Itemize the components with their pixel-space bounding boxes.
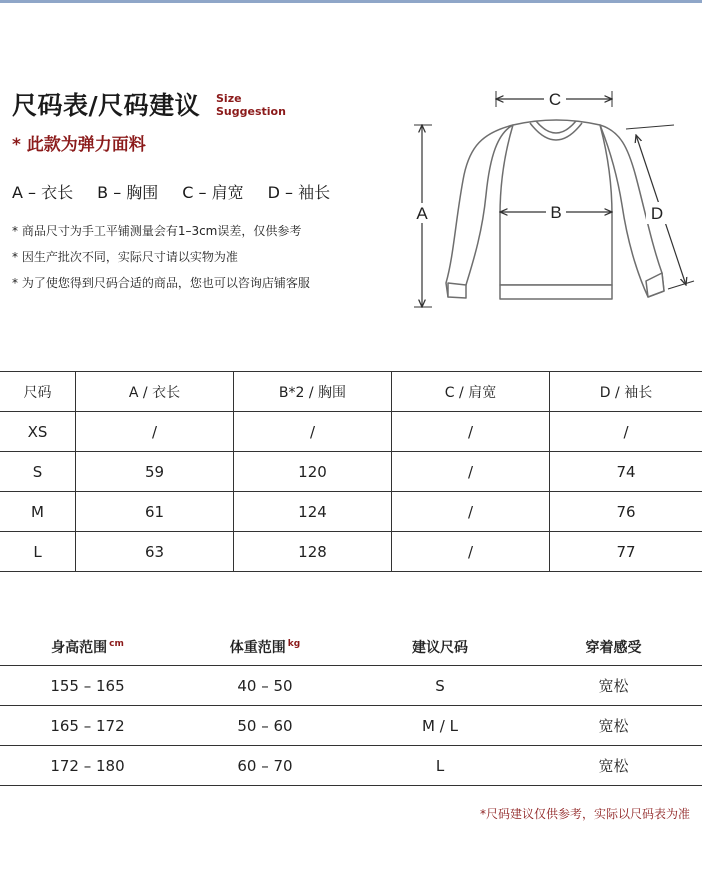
header-fit-feel: 穿着感受: [525, 628, 702, 666]
note-item: * 因生产批次不同，实际尺寸请以实物为准: [12, 250, 238, 264]
table-cell: 120: [234, 452, 392, 492]
page-title-en: [216, 92, 286, 118]
table-cell: 63: [76, 532, 234, 572]
table-row: [0, 492, 702, 532]
legend-item-c: C – 肩宽: [182, 183, 244, 202]
table-cell: /: [550, 412, 702, 452]
table-cell: 128: [234, 532, 392, 572]
unit-cm: cm: [109, 638, 124, 649]
disclaimer-note: *尺码建议仅供参考，实际以尺码表为准: [479, 807, 690, 821]
table-header-row: [0, 372, 702, 412]
table-cell: /: [392, 452, 550, 492]
table-cell: 172 – 180: [0, 746, 175, 786]
table-cell: M: [0, 492, 76, 532]
header-height-label: 身高范围: [51, 639, 108, 656]
table-header-row: [0, 628, 702, 666]
header-weight-label: 体重范围: [229, 639, 286, 656]
header-chest: B*2 / 胸围: [234, 372, 392, 412]
table-row: [0, 532, 702, 572]
table-cell: 61: [76, 492, 234, 532]
table-cell: S: [0, 452, 76, 492]
table-cell: 155 – 165: [0, 666, 175, 706]
page-title: 尺码表/尺码建议: [12, 91, 201, 120]
table-cell: 76: [550, 492, 702, 532]
table-cell: /: [392, 532, 550, 572]
legend-item-a: A – 衣长: [12, 183, 74, 202]
table-row: [0, 706, 702, 746]
table-cell: M / L: [355, 706, 525, 746]
fabric-note: * 此款为弹力面料: [12, 135, 146, 155]
top-divider: [0, 0, 702, 3]
table-row: [0, 412, 702, 452]
table-row: [0, 452, 702, 492]
label-b: B: [550, 203, 562, 222]
header-shoulder: C / 肩宽: [392, 372, 550, 412]
label-d: D: [650, 204, 664, 223]
unit-kg: kg: [287, 638, 301, 649]
table-cell: /: [234, 412, 392, 452]
table-cell: L: [0, 532, 76, 572]
table-row: [0, 746, 702, 786]
table-cell: L: [355, 746, 525, 786]
table-cell: 77: [550, 532, 702, 572]
table-cell: /: [392, 412, 550, 452]
header-height-range: [0, 628, 175, 666]
table-cell: 50 – 60: [175, 706, 355, 746]
legend-item-b: B – 胸围: [97, 183, 159, 202]
size-recommendation-table: [0, 628, 702, 786]
header-size: 尺码: [0, 372, 76, 412]
table-cell: 124: [234, 492, 392, 532]
table-cell: 165 – 172: [0, 706, 175, 746]
title-en-line1: Size: [216, 92, 242, 105]
title-en-line2: Suggestion: [216, 105, 286, 118]
note-item: * 为了使您得到尺码合适的商品，您也可以咨询店铺客服: [12, 276, 310, 290]
header-length: A / 衣长: [76, 372, 234, 412]
table-cell: 59: [76, 452, 234, 492]
header-weight-range: [175, 628, 355, 666]
table-cell: XS: [0, 412, 76, 452]
sweater-diagram: [408, 85, 698, 320]
header-sleeve: D / 袖长: [550, 372, 702, 412]
label-c: C: [548, 90, 562, 109]
table-cell: /: [76, 412, 234, 452]
label-a: A: [416, 204, 428, 223]
table-cell: 宽松: [525, 746, 702, 786]
table-cell: S: [355, 666, 525, 706]
measurement-notes: [12, 222, 310, 300]
header-suggested-size: 建议尺码: [355, 628, 525, 666]
table-cell: 宽松: [525, 666, 702, 706]
table-cell: 宽松: [525, 706, 702, 746]
table-cell: /: [392, 492, 550, 532]
table-cell: 74: [550, 452, 702, 492]
measurement-legend: [12, 180, 354, 203]
table-cell: 40 – 50: [175, 666, 355, 706]
table-row: [0, 666, 702, 706]
table-cell: 60 – 70: [175, 746, 355, 786]
legend-item-d: D – 袖长: [267, 183, 331, 202]
size-chart-table: [0, 371, 702, 572]
note-item: * 商品尺寸为手工平铺测量会有1–3cm误差，仅供参考: [12, 224, 302, 238]
